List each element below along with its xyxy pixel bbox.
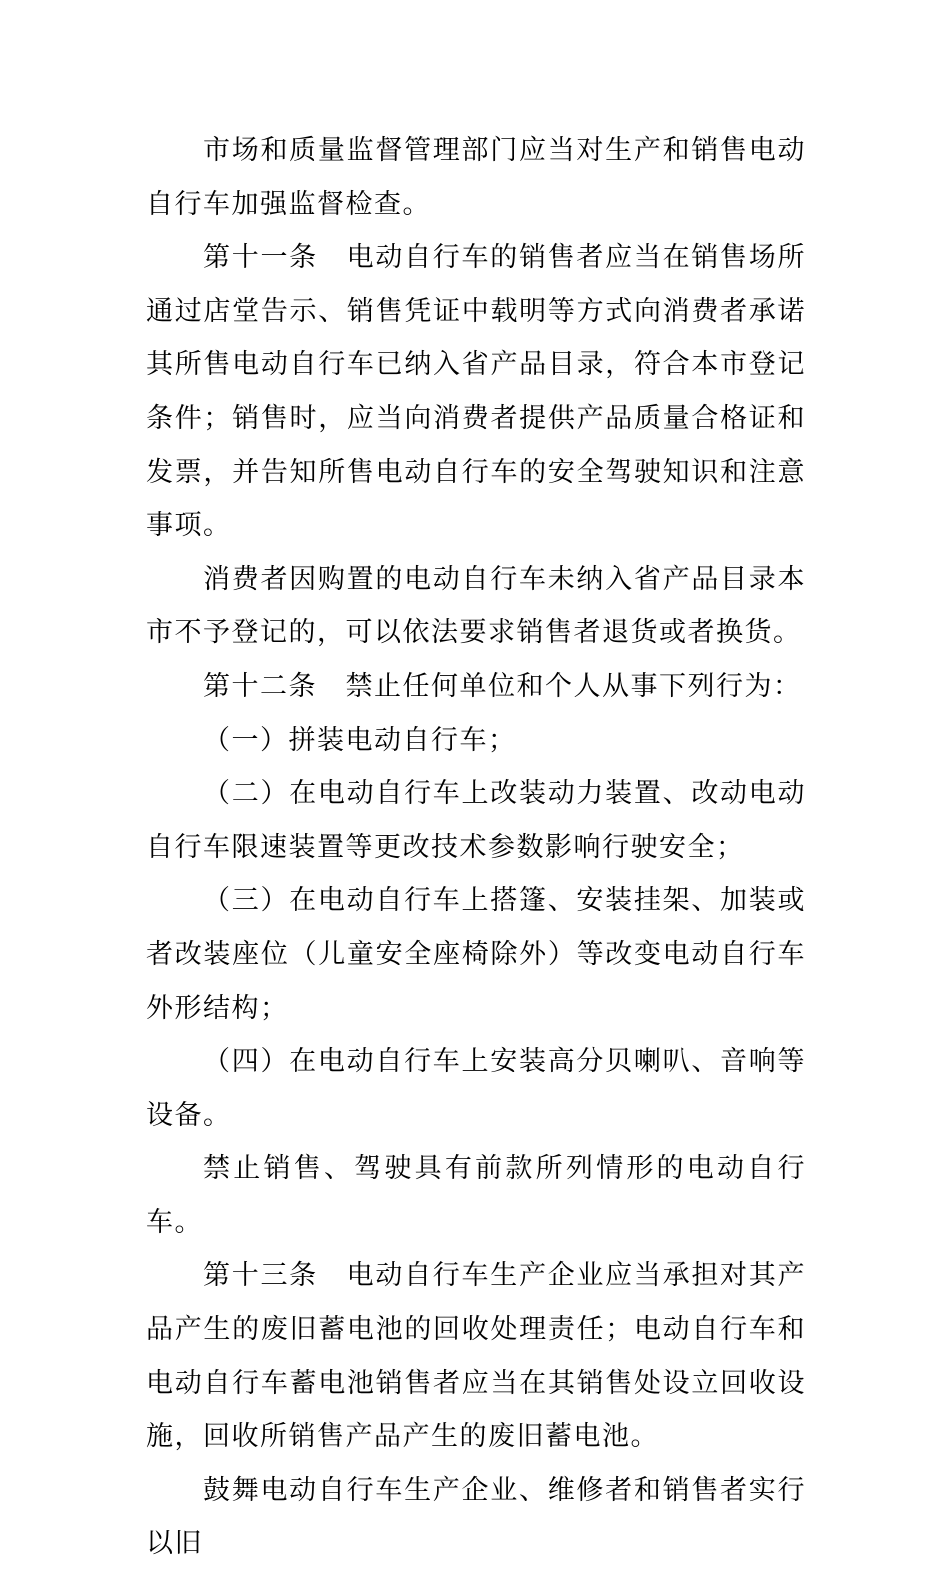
paragraph-prohibition: 禁止销售、驾驶具有前款所列情形的电动自行车。 xyxy=(146,1153,806,1238)
list-item-4: （四）在电动自行车上安装高分贝喇叭、音响等设备。 xyxy=(146,1046,806,1131)
paragraph-article-11: 第十一条 电动自行车的销售者应当在销售场所通过店堂告示、销售凭证中载明等方式向消费者承诺其所售电动自行车已纳入省产品目录，符合本市登记条件；销售时，应当向消费者提供产品质量合格证和发票，并告知所售电动自行车的安全驾驶知识和注意事项。 xyxy=(146,242,806,542)
paragraph-article-12: 第十二条 禁止任何单位和个人从事下列行为： xyxy=(203,670,802,702)
list-item-1: （一）拼装电动自行车； xyxy=(203,724,517,756)
paragraph-1: 市场和质量监督管理部门应当对生产和销售电动自行车加强监督检查。 xyxy=(146,135,806,220)
paragraph-3: 消费者因购置的电动自行车未纳入省产品目录本市不予登记的，可以依法要求销售者退货或者换货。 xyxy=(146,563,806,649)
document-body xyxy=(146,124,806,1571)
paragraph-article-13: 第十三条 电动自行车生产企业应当承担对其产品产生的废旧蓄电池的回收处理责任；电动自行车和电动自行车蓄电池销售者应当在其销售处设立回收设施，回收所销售产品产生的废旧蓄电池。 xyxy=(146,1260,806,1453)
list-item-3: （三）在电动自行车上搭篷、安装挂架、加装或者改装座位（儿童安全座椅除外）等改变电动自行车外形结构； xyxy=(146,885,806,1024)
list-item-2: （二）在电动自行车上改装动力装置、改动电动自行车限速装置等更改技术参数影响行驶安全； xyxy=(146,778,806,863)
paragraph-last: 鼓舞电动自行车生产企业、维修者和销售者实行以旧 xyxy=(146,1474,806,1560)
